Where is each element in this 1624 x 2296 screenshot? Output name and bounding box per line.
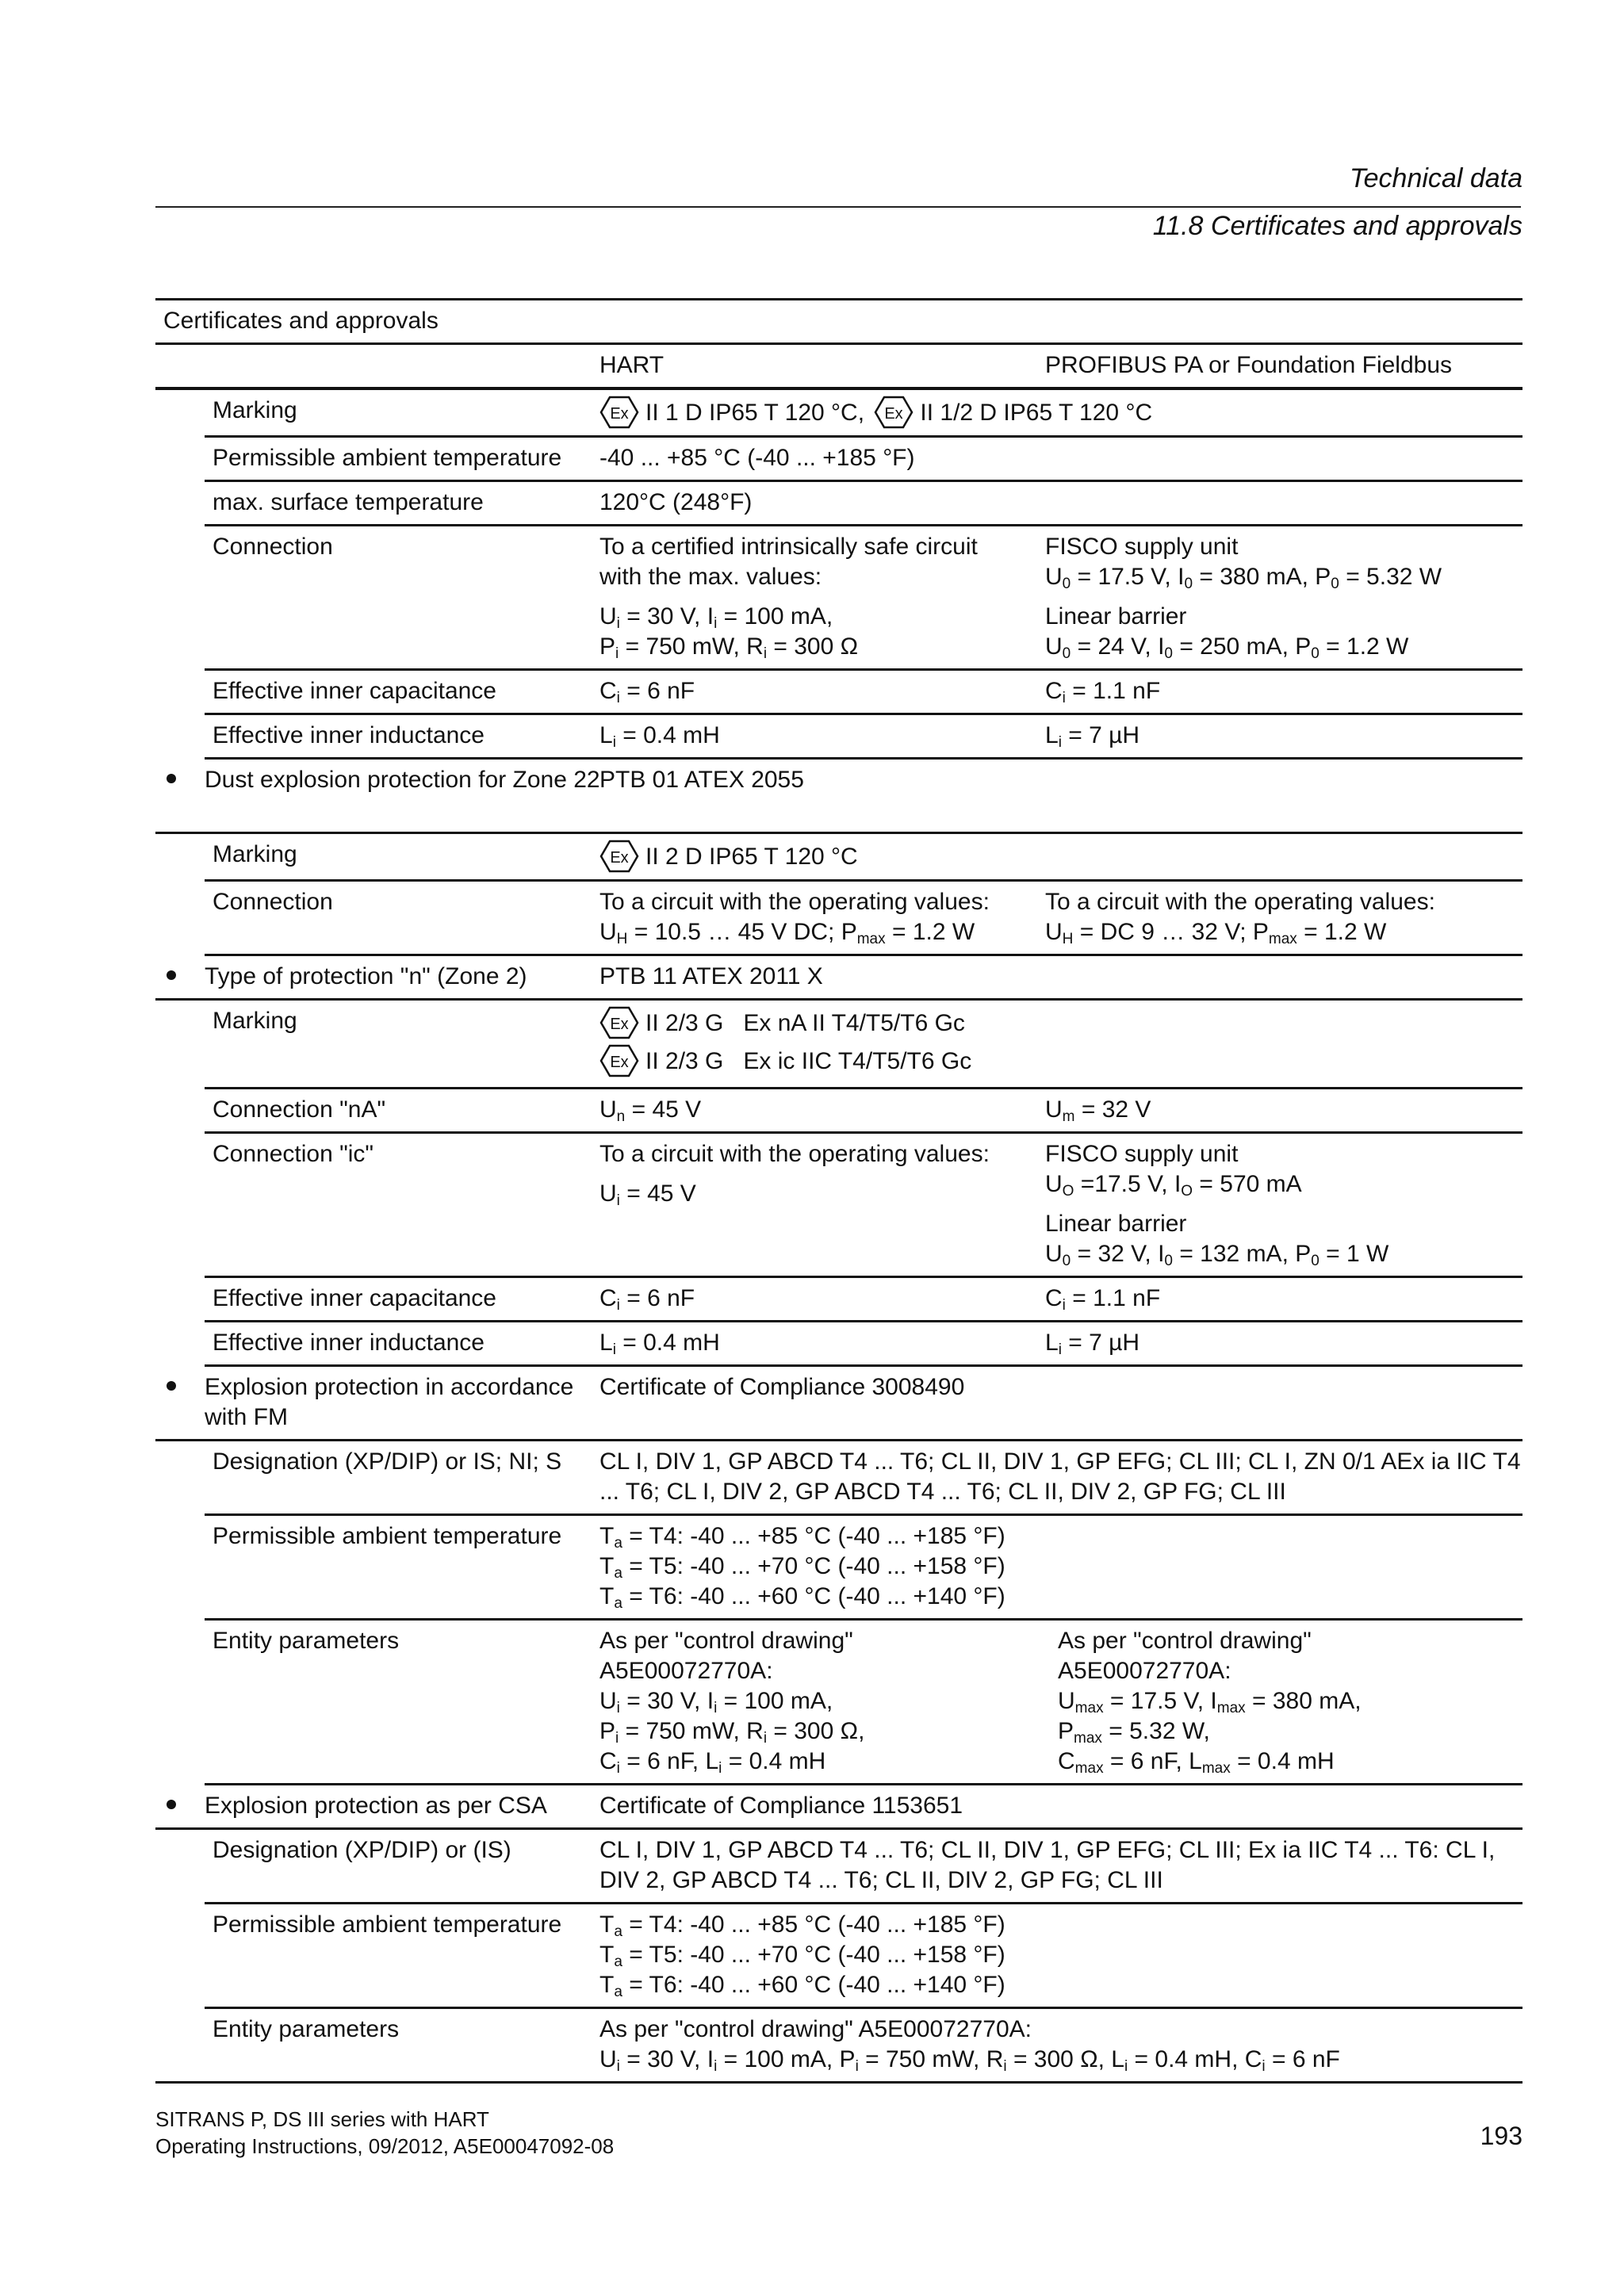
profibus-value: $C_i = 1.1$ nF [1045,678,1161,706]
row-value: CL I, DIV 1, GP ABCD T4 ... T6; CL II, DIV 1, GP EFG; CL III; Ex ia IIC T4 ... T6: CL I, DIV 2, GP ABCD T4 ... T6; CL II, DIV 2, GP FG; CL III [599,1837,1496,1893]
table-row [205,1001,1522,1089]
marking-value: II 2 D IP65 T 120 °C [645,844,858,870]
row-label: Connection [213,534,333,560]
svg-text:Ex: Ex [610,405,629,423]
bullet-icon [167,1381,176,1391]
footer-product: SITRANS P, DS III series with HART [155,2107,489,2131]
table-row [155,956,1522,1001]
table-row [155,1367,1522,1441]
row-value: PTB 11 ATEX 2011 X [599,963,823,989]
row-label: Effective inner inductance [213,1330,485,1356]
row-label: Explosion protection as per CSA [205,1793,547,1819]
profibus-value: FISCO supply unit $U_O =17.5$ V, $I_O = 570$ mA Linear barrier $U_0 = 32$ V, $I_0 = 132$ mA, $P_0 = 1$ W [1045,1141,1389,1269]
row-value: CL I, DIV 1, GP ABCD T4 ... T6; CL II, DIV 1, GP EFG; CL III; CL I, ZN 0/1 AEx ia IIC T4 ... T6; CL I, DIV 2, GP ABCD T4 ... T6; CL II, DIV 2, GP FG; CL III [599,1448,1521,1505]
table-row [155,760,1522,834]
row-label: Marking [213,841,297,867]
table-row [155,1785,1522,1827]
col-header-profibus: PROFIBUS PA or Foundation Fieldbus [1045,352,1453,378]
row-label: Connection "nA" [213,1096,386,1123]
profibus-value: $L_i = 7$ µH [1045,1330,1140,1358]
svg-text:Ex: Ex [610,1054,629,1071]
row-label: Entity parameters [213,1628,400,1654]
row-value: Certificate of Compliance 1153651 [599,1793,963,1819]
table-row [205,1134,1522,1278]
svg-text:Ex: Ex [884,405,904,423]
table-row [205,882,1522,956]
hart-value: $C_i = 6$ nF [599,1285,695,1314]
ex-mark-icon [599,1044,639,1077]
hart-value: To a circuit with the operating values: $U_i = 45$ V [599,1141,990,1209]
svg-text:Ex: Ex [610,849,629,867]
table-row [205,715,1522,760]
row-label: Permissible ambient temperature [213,1911,562,1938]
hart-value: $C_i = 6$ nF [599,678,695,706]
marking-value: II 1 D IP65 T 120 °C, [645,400,865,426]
marking-value: II 1/2 D IP65 T 120 °C [920,400,1153,426]
table-row [205,1516,1522,1621]
row-value: -40 ... +85 °C (-40 ... +185 °F) [599,445,915,471]
hart-value: To a circuit with the operating values: $U_H = 10.5$ … 45 V DC; $P_{max} = 1.2$ W [599,889,990,947]
table-header-row [155,345,1522,390]
row-label: Effective inner inductance [213,722,485,748]
row-label: Effective inner capacitance [213,678,496,704]
table-row [205,1904,1522,2009]
row-label: Dust explosion protection for Zone 22 [205,767,600,793]
row-value: As per "control drawing" A5E00072770A: $U_i = 30$ V, $I_i = 100$ mA, $P_i = 750$ mW, $R_i = 300$ Ω, $L_i = 0.4$ mH, $C_i = 6$ nF [599,2016,1340,2075]
hart-value: To a certified intrinsically safe circuit with the max. values: $U_i = 30$ V, $I_i = 100$ mA, $P_i = 750$ mW, $R_i = 300$ Ω [599,534,978,662]
table-row [205,526,1522,671]
row-label: Connection [213,889,333,915]
row-value: $T_a = T4$: -40 ... +85 °C (-40 ... +185 °F) $T_a = T5$: -40 ... +70 °C (-40 ... +158 °F) $T_a = T6$: -40 ... +60 °C (-40 ... +140 °F) [599,1523,1005,1612]
row-value: $T_a = T4$: -40 ... +85 °C (-40 ... +185 °F) $T_a = T5$: -40 ... +70 °C (-40 ... +158 °F) $T_a = T6$: -40 ... +60 °C (-40 ... +140 °F) [599,1911,1005,2000]
row-label: Effective inner capacitance [213,1285,496,1311]
table-title: Certificates and approvals [163,308,439,334]
row-label: Permissible ambient temperature [213,1523,562,1549]
table-row [205,834,1522,882]
row-value: 120°C (248°F) [599,489,753,515]
profibus-value: FISCO supply unit $U_0 = 17.5$ V, $I_0 = 380$ mA, $P_0 = 5.32$ W Linear barrier $U_0 = 24$ V, $I_0 = 250$ mA, $P_0 = 1.2$ W [1045,534,1442,662]
profibus-value: $L_i = 7$ µH [1045,722,1140,751]
table-row [205,1278,1522,1322]
row-value: Certificate of Compliance 3008490 [599,1374,965,1400]
bullet-icon [167,1800,176,1809]
row-label: max. surface temperature [213,489,484,515]
table-row [205,1089,1522,1134]
row-label: Marking [213,1008,297,1034]
row-label: Marking [213,397,297,423]
svg-text:Ex: Ex [610,1016,629,1033]
table-row [205,438,1522,482]
row-label: Type of protection "n" (Zone 2) [205,963,527,989]
row-label: Designation (XP/DIP) or IS; NI; S [213,1448,562,1475]
hart-value: As per "control drawing" A5E00072770A: $U_i = 30$ V, $I_i = 100$ mA, $P_i = 750$ mW, $R_i = 300$ Ω, $C_i = 6$ nF, $L_i = 0.4$ mH [599,1628,865,1777]
section-title: 11.8 Certificates and approvals [1152,211,1522,241]
hart-value: $L_i = 0.4$ mH [599,1330,720,1358]
table-row [205,390,1522,438]
table-row [205,1830,1522,1904]
ex-mark-icon [874,396,914,429]
row-label: Entity parameters [213,2016,400,2042]
bullet-icon [167,774,176,783]
row-label: Explosion protection in accordance with FM [205,1374,574,1430]
row-label: Permissible ambient temperature [213,445,562,471]
bullet-icon [167,970,176,980]
profibus-value: As per "control drawing" A5E00072770A: $U_{max} = 17.5$ V, $I_{max} = 380$ mA, $P_{max} = 5.32$ W, $C_{max} = 6$ nF, $L_{max} = 0.4$ mH [1058,1628,1362,1777]
footer-document: Operating Instructions, 09/2012, A5E00047092-08 [155,2134,615,2158]
row-label: Designation (XP/DIP) or (IS) [213,1837,511,1863]
hart-value: $U_n = 45$ V [599,1096,702,1125]
profibus-value: $C_i = 1.1$ nF [1045,1285,1161,1314]
header-rule [155,206,1521,208]
certificates-table [155,298,1522,2084]
col-header-hart: HART [599,352,665,378]
table-title-row [155,298,1522,345]
row-value: PTB 01 ATEX 2055 [599,767,804,793]
table-row [205,671,1522,715]
row-label: Connection "ic" [213,1141,374,1167]
table-row [205,1441,1522,1516]
table-row [205,482,1522,526]
page-number: 193 [1480,2122,1522,2150]
table-row [205,1322,1522,1367]
marking-value: II 2/3 G Ex ic IIC T4/T5/T6 Gc [645,1048,972,1074]
table-row [205,1621,1522,1785]
marking-value: II 2/3 G Ex nA II T4/T5/T6 Gc [645,1010,965,1036]
hart-value: $L_i = 0.4$ mH [599,722,720,751]
chapter-title: Technical data [1349,163,1522,193]
profibus-value: $U_m = 32$ V [1045,1096,1151,1125]
profibus-value: To a circuit with the operating values: $U_H$ = DC 9 … 32 V; $P_{max} = 1.2$ W [1045,889,1435,947]
table-row [155,2009,1522,2084]
